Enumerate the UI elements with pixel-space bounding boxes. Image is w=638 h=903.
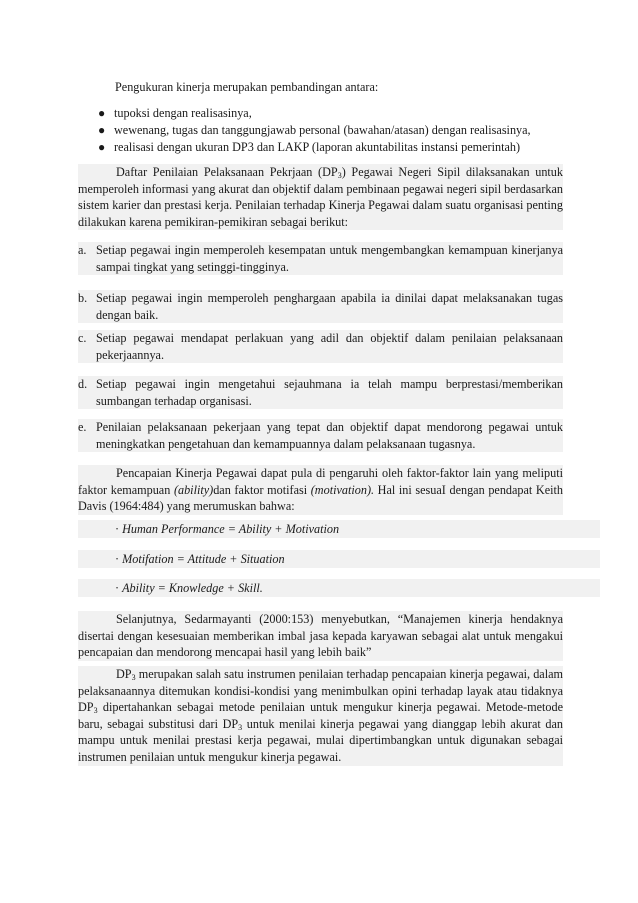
list-item: c. Setiap pegawai mendapat perlakuan yang adil dan objektif dalam penilaian pelaksanaan pekerjaannya.	[78, 331, 563, 362]
formula-line: · Ability = Knowledge + Skill.	[78, 579, 600, 597]
paragraph-sedarmayanti: Selanjutnya, Sedarmayanti (2000:153) menyebutkan, “Manajemen kinerja hendaknya disertai dengan kesesuaian memberikan imbal jasa kepada karyawan sebagai alat untuk mengakui pencapaian dan mendorong mencapai hasil yang lebih baik”	[78, 612, 563, 660]
list-item: a. Setiap pegawai ingin memperoleh kesempatan untuk mengembangkan kemampuan kinerjanya sampai tingkat yang setinggi-tingginya.	[78, 243, 563, 274]
paragraph-dp3-instrument: $DP_3$ merupakan salah satu instrumen penilaian terhadap pencapaian kinerja pegawai, dalam pelaksanaannya ditemukan kondisi-kondisi yang menimbulkan opini terhadap layak atau tidaknya $DP_3$ dipertahankan sebagai metode penilaian untuk mengukur kinerja pegawai. Metode-metode baru, sebagai substitusi dari $DP_3$ untuk menilai kinerja pegawai yang dianggap lebih akurat dan mampu untuk menilai prestasi kerja pegawai, mulai dipertimbangkan untuk digunakan sebagai instrumen penilaian untuk mengukur kinerja pegawai.	[78, 667, 563, 764]
bullet-list	[78, 105, 563, 156]
list-item: ● wewenang, tugas dan tanggungjawab personal (bawahan/atasan) dengan realisasinya,	[98, 123, 531, 137]
paragraph-dp3: Daftar Penilaian Pelaksanaan Pekrjaan $(DP_3)$ Pegawai Negeri Sipil dilaksanakan untuk memperoleh informasi yang akurat dan objektif dalam pembinaan pegawai negeri sipil berdasarkan sistem karier dan prestasi kerja. Penilaian terhadap Kinerja Pegawai dalam suatu organisasi penting dilakukan karena pemikiran-pemikiran sebagai berikut:	[78, 165, 563, 229]
formula-line: · Human Performance = Ability + Motivation	[78, 520, 600, 538]
list-item: ● tupoksi dengan realisasinya,	[98, 106, 252, 120]
list-item: d. Setiap pegawai ingin mengetahui sejauhmana ia telah mampu berprestasi/memberikan sumbangan terhadap organisasi.	[78, 377, 563, 408]
list-item: e. Penilaian pelaksanaan pekerjaan yang tepat dan objektif dapat mendorong pegawai untuk meningkatkan pengetahuan dan kemampuannya dalam pelaksanaan tugasnya.	[78, 420, 563, 451]
list-item: b. Setiap pegawai ingin memperoleh penghargaan apabila ia dinilai dapat melaksanakan tugas dengan baik.	[78, 291, 563, 322]
bullet-icon: ●	[98, 140, 106, 154]
list-item: ● realisasi dengan ukuran DP3 dan LAKP (laporan akuntabilitas instansi pemerintah)	[98, 140, 521, 154]
bullet-icon: ●	[98, 123, 106, 137]
bullet-icon: ●	[98, 106, 106, 120]
paragraph-davis: Pencapaian Kinerja Pegawai dapat pula di pengaruhi oleh faktor-faktor lain yang meliputi faktor kemampuan (ability)dan faktor motifasi (motivation). Hal ini sesuaI dengan pendapat Keith Davis (1964:484) yang merumuskan bahwa:	[78, 466, 564, 514]
intro-line: Pengukuran kinerja merupakan pembandingan antara:	[115, 80, 379, 94]
formula-line: · Motifation = Attitude + Situation	[78, 550, 600, 568]
